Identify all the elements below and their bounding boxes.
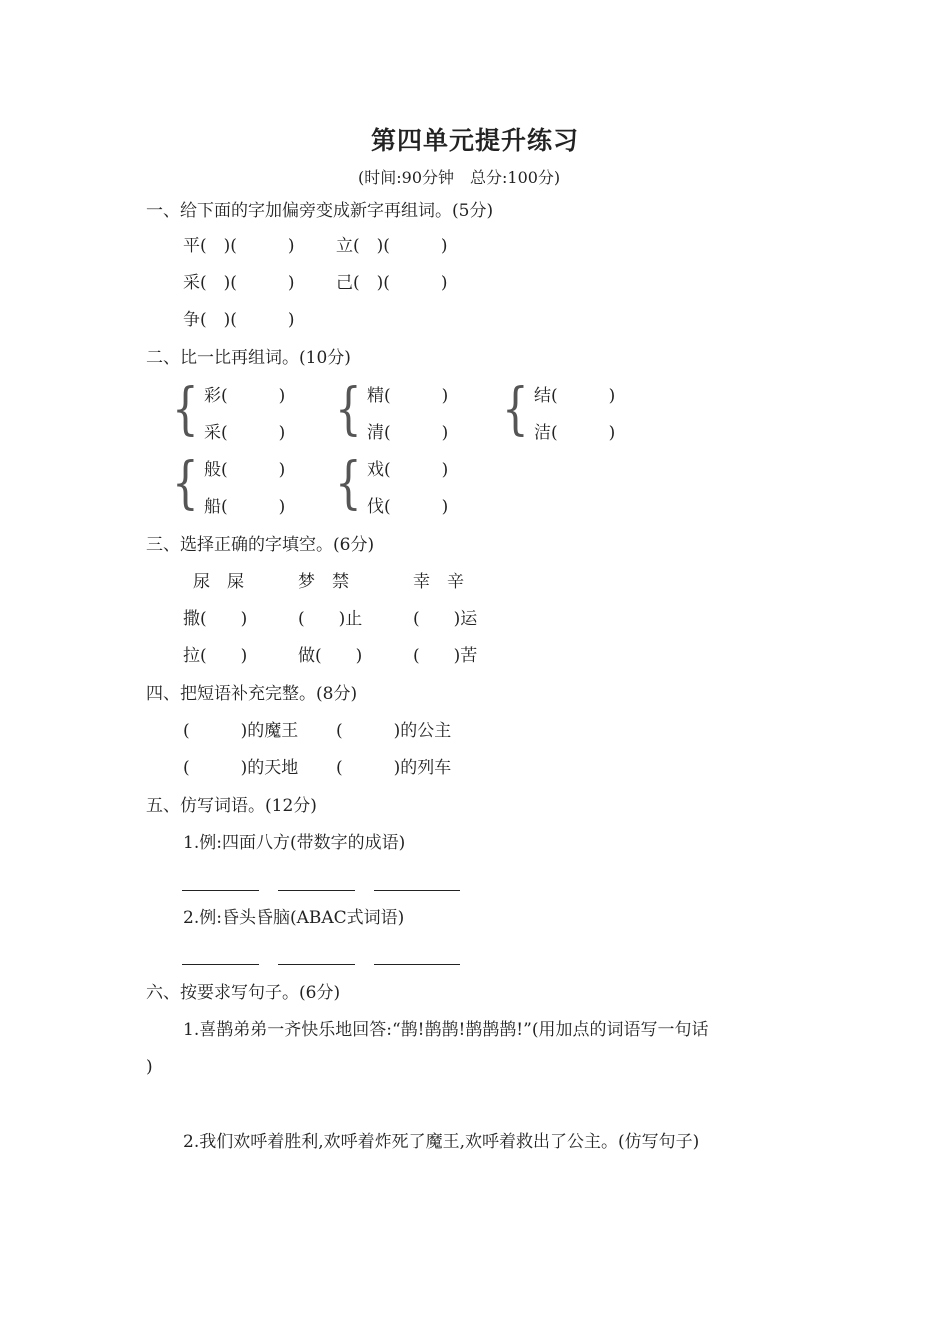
phrase-item: ( )的公主 xyxy=(336,721,452,741)
choice-pair: 幸 辛 xyxy=(413,572,464,592)
brace-symbol: { xyxy=(502,377,529,442)
brace-symbol: { xyxy=(172,451,199,516)
compare-item: 彩( ) xyxy=(204,386,286,406)
sentence-task-1: 1.喜鹊弟弟一齐快乐地回答:“鹊!鹊鹊!鹊鹊鹊!”(用加点的词语写一句话 xyxy=(183,1020,709,1040)
radical-item: 己( )( ) xyxy=(336,273,448,293)
sentence-task-1-continued: ) xyxy=(146,1057,153,1077)
section-2-heading: 二、比一比再组词。(10分) xyxy=(146,348,351,368)
fill-item: ( )止 xyxy=(298,609,363,629)
section-4-heading: 四、把短语补充完整。(8分) xyxy=(146,684,358,704)
section-6-heading: 六、按要求写句子。(6分) xyxy=(146,983,341,1003)
radical-item: 立( )( ) xyxy=(336,236,448,256)
brace-symbol: { xyxy=(335,451,362,516)
fill-item: ( )运 xyxy=(413,609,478,629)
example-1: 1.例:四面八方(带数字的成语) xyxy=(183,833,406,853)
section-5-heading: 五、仿写词语。(12分) xyxy=(146,796,317,816)
section-3-heading: 三、选择正确的字填空。(6分) xyxy=(146,535,375,555)
radical-item: 平( )( ) xyxy=(183,236,295,256)
compare-item: 清( ) xyxy=(367,423,449,443)
compare-item: 洁( ) xyxy=(534,423,616,443)
fill-item: ( )苦 xyxy=(413,646,478,666)
radical-item: 争( )( ) xyxy=(183,310,295,330)
page-title: 第四单元提升练习 xyxy=(370,126,579,155)
compare-item: 般( ) xyxy=(204,460,286,480)
fill-item: 拉( ) xyxy=(183,646,248,666)
compare-item: 精( ) xyxy=(367,386,449,406)
answer-line xyxy=(374,890,460,891)
radical-item: 采( )( ) xyxy=(183,273,295,293)
example-2: 2.例:昏头昏脑(ABAC式词语) xyxy=(183,908,405,928)
answer-line xyxy=(182,890,259,891)
compare-item: 伐( ) xyxy=(367,497,449,517)
answer-line xyxy=(374,964,460,965)
brace-symbol: { xyxy=(172,377,199,442)
compare-item: 采( ) xyxy=(204,423,286,443)
sentence-task-2: 2.我们欢呼着胜利,欢呼着炸死了魔王,欢呼着救出了公主。(仿写句子) xyxy=(183,1132,700,1152)
fill-item: 撒( ) xyxy=(183,609,248,629)
answer-line xyxy=(182,964,259,965)
time-and-score: (时间:90分钟 总分:100分) xyxy=(358,168,561,187)
answer-line xyxy=(278,964,355,965)
answer-line xyxy=(278,890,355,891)
compare-item: 结( ) xyxy=(534,386,616,406)
phrase-item: ( )的天地 xyxy=(183,758,299,778)
choice-pair: 梦 禁 xyxy=(298,572,349,592)
choice-pair: 尿 屎 xyxy=(193,572,244,592)
phrase-item: ( )的列车 xyxy=(336,758,452,778)
fill-item: 做( ) xyxy=(298,646,363,666)
section-1-heading: 一、给下面的字加偏旁变成新字再组词。(5分) xyxy=(146,201,494,221)
brace-symbol: { xyxy=(335,377,362,442)
phrase-item: ( )的魔王 xyxy=(183,721,299,741)
compare-item: 戏( ) xyxy=(367,460,449,480)
compare-item: 船( ) xyxy=(204,497,286,517)
